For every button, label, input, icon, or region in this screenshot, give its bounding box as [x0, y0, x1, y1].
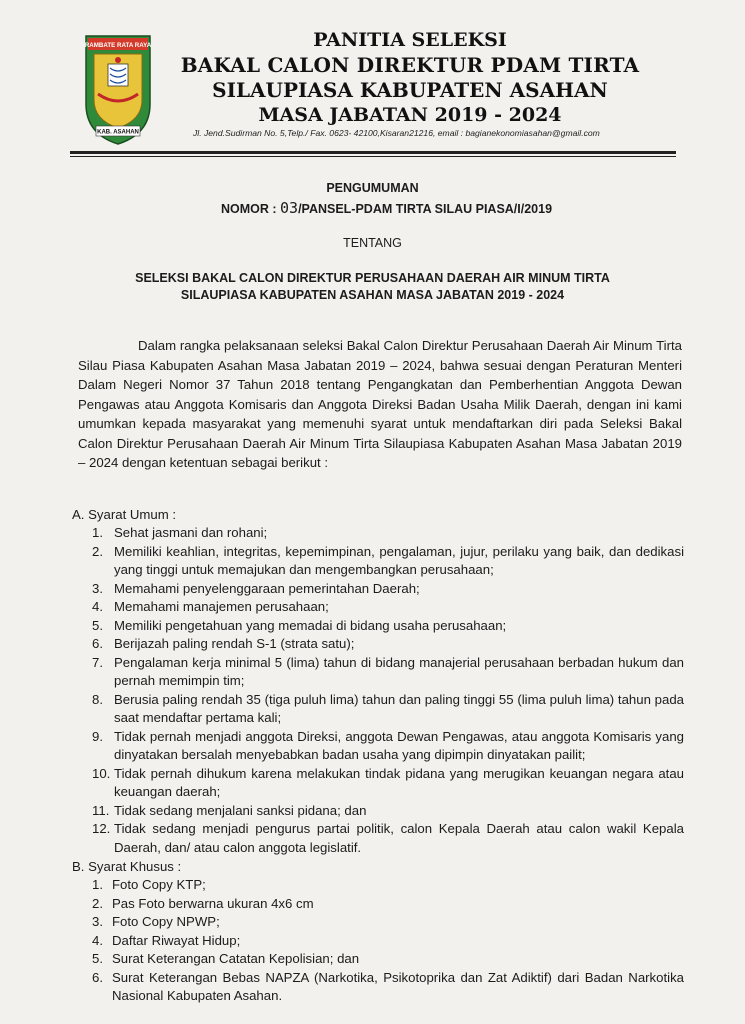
list-item-text: Surat Keterangan Catatan Kepolisian; dan: [112, 951, 360, 966]
list-item: [92, 895, 684, 914]
list-item-text: Tidak sedang menjalani sanksi pidana; dan: [114, 802, 367, 818]
intro-paragraph: Dalam rangka pelaksanaan seleksi Bakal Calon Direktur Perusahaan Daerah Air Minum Tirta Silau Piasa Kabupaten Asahan Masa Jabatan 2019 – 2024, bahwa sesuai dengan Peraturan Menteri Dalam Negeri Nomor 37 Tahun 2018 tentang Pengangkatan dan Pemberhentian Anggota Dewan Pengawas atau Anggota Komisaris dan Anggota Direksi Badan Usaha Milik Daerah, dengan ini kami umumkan kepada masyarakat yang memenuhi syarat untuk mendaftarkan diri pada Seleksi Bakal Calon Direktur Perusahaan Daerah Air Minum Tirta Silaupiasa Kabupaten Asahan Masa Jabatan 2019 – 2024 dengan ketentuan sebagai berikut :: [78, 338, 682, 470]
list-item: [92, 728, 684, 765]
list-item-text: Memiliki keahlian, integritas, kepemimpinan, pengalaman, jujur, perilaku yang baik, dan dedikasi yang tinggi untuk memajukan dan mengembangkan perusahaan;: [114, 543, 684, 577]
list-item-number: 2.: [92, 543, 103, 559]
logo-motto: RAMBATE RATA RAYA: [84, 42, 152, 49]
section-a-title: A. Syarat Umum :: [72, 507, 177, 522]
list-item-text: Tidak sedang menjadi pengurus partai politik, calon Kepala Daerah atau calon wakil Kepala Daerah, dan/ atau calon anggota legislatif.: [114, 821, 684, 855]
list-item-text: Memiliki pengetahuan yang memadai di bidang usaha perusahaan;: [114, 617, 507, 633]
list-item-text: Tidak pernah dihukum karena melakukan tindak pidana yang merugikan keuangan negara atau keuangan daerah;: [114, 765, 684, 799]
subject-line-1: SELEKSI BAKAL CALON DIREKTUR PERUSAHAAN DAERAH AIR MINUM TIRTA: [135, 271, 610, 285]
list-item: [92, 617, 684, 636]
list-item-number: 5.: [92, 951, 103, 966]
list-item: [92, 543, 684, 580]
list-item-number: 4.: [92, 932, 103, 948]
logo-region: KAB. ASAHAN: [97, 129, 139, 136]
list-item-number: 2.: [92, 895, 103, 911]
list-item: [92, 580, 684, 599]
kabupaten-asahan-logo: [84, 34, 152, 146]
list-item: [92, 820, 684, 857]
list-item: [92, 876, 684, 895]
list-item: [92, 691, 684, 728]
list-item-text: Foto Copy NPWP;: [112, 914, 220, 929]
list-item-text: Surat Keterangan Bebas NAPZA (Narkotika, Psikotoprika dan Zat Adiktif) dari Badan Narkotika Nasional Kabupaten Asahan.: [112, 969, 684, 1003]
list-item: [92, 524, 684, 543]
letterhead-rule-thin: [70, 156, 676, 157]
nomor-handwritten: 03: [280, 199, 299, 217]
list-item: [92, 969, 684, 1006]
list-item-text: Pengalaman kerja minimal 5 (lima) tahun di bidang manajerial perusahaan berbadan hukum dan pernah memimpin tim;: [114, 654, 684, 688]
list-item-text: Sehat jasmani dan rohani;: [114, 525, 268, 540]
announcement-heading: PENGUMUMAN: [326, 181, 419, 195]
list-item-number: 7.: [92, 654, 103, 670]
list-item-text: Berusia paling rendah 35 (tiga puluh lima) tahun dan paling tinggi 55 (lima puluh lima) tahun pada saat mendaftar pertama kali;: [114, 691, 684, 725]
list-item-text: Pas Foto berwarna ukuran 4x6 cm: [112, 895, 314, 911]
list-item-number: 11.: [92, 802, 110, 818]
list-item-number: 3.: [92, 580, 103, 596]
list-item-text: Foto Copy KTP;: [112, 877, 206, 892]
list-item-text: Berijazah paling rendah S-1 (strata satu);: [114, 636, 355, 651]
list-item-number: 9.: [92, 728, 103, 744]
list-item-text: Tidak pernah menjadi anggota Direksi, anggota Dewan Pengawas, atau anggota Komisaris yang dinyatakan bersalah menyebabkan badan usaha yang dipimpin dinyatakan pailit;: [114, 728, 684, 762]
letterhead-line-3: SILAUPIASA KABUPATEN ASAHAN: [212, 78, 608, 102]
letterhead-line-2: BAKAL CALON DIREKTUR PDAM TIRTA: [180, 53, 640, 77]
list-item-text: Memahami manajemen perusahaan;: [114, 599, 329, 614]
list-item: [92, 802, 684, 821]
letterhead-address: Jl. Jend.Sudirman No. 5,Telp./ Fax. 0623- 42100,Kisaran21216, email : bagianekonomiasahan@gmail.com: [193, 128, 600, 138]
list-item-number: 1.: [92, 877, 103, 892]
list-item-number: 10.: [92, 765, 111, 781]
letterhead-title: [170, 28, 650, 128]
list-item-number: 3.: [92, 914, 103, 929]
letterhead-line-4: MASA JABATAN 2019 - 2024: [258, 104, 562, 126]
nomor-suffix: /PANSEL-PDAM TIRTA SILAU PIASA/I/2019: [298, 202, 553, 216]
general-requirements-list: [92, 524, 684, 857]
list-item-number: 1.: [92, 525, 103, 540]
list-item-number: 5.: [92, 617, 103, 633]
list-item-text: Memahami penyelenggaraan pemerintahan Daerah;: [114, 580, 420, 596]
list-item: [92, 635, 684, 654]
list-item: [92, 950, 684, 969]
list-item-number: 12.: [92, 821, 111, 836]
subject-line-2: SILAUPIASA KABUPATEN ASAHAN MASA JABATAN 2019 - 2024: [180, 288, 565, 302]
list-item: [92, 913, 684, 932]
list-item-number: 6.: [92, 636, 103, 651]
tentang-label: TENTANG: [343, 236, 402, 250]
nomor-prefix: NOMOR :: [220, 202, 280, 216]
list-item: [92, 932, 684, 951]
list-item-number: 8.: [92, 691, 103, 707]
letterhead-line-1: PANITIA SELEKSI: [313, 29, 507, 51]
announcement-number: [14, 199, 745, 217]
special-requirements-list: [92, 876, 684, 1006]
list-item: [92, 598, 684, 617]
list-item: [92, 654, 684, 691]
list-item-text: Daftar Riwayat Hidup;: [112, 932, 241, 948]
letterhead-rule-thick: [70, 151, 676, 154]
section-b-title: B. Syarat Khusus :: [72, 859, 182, 874]
list-item-number: 4.: [92, 599, 103, 614]
list-item: [92, 765, 684, 802]
list-item-number: 6.: [92, 969, 103, 985]
